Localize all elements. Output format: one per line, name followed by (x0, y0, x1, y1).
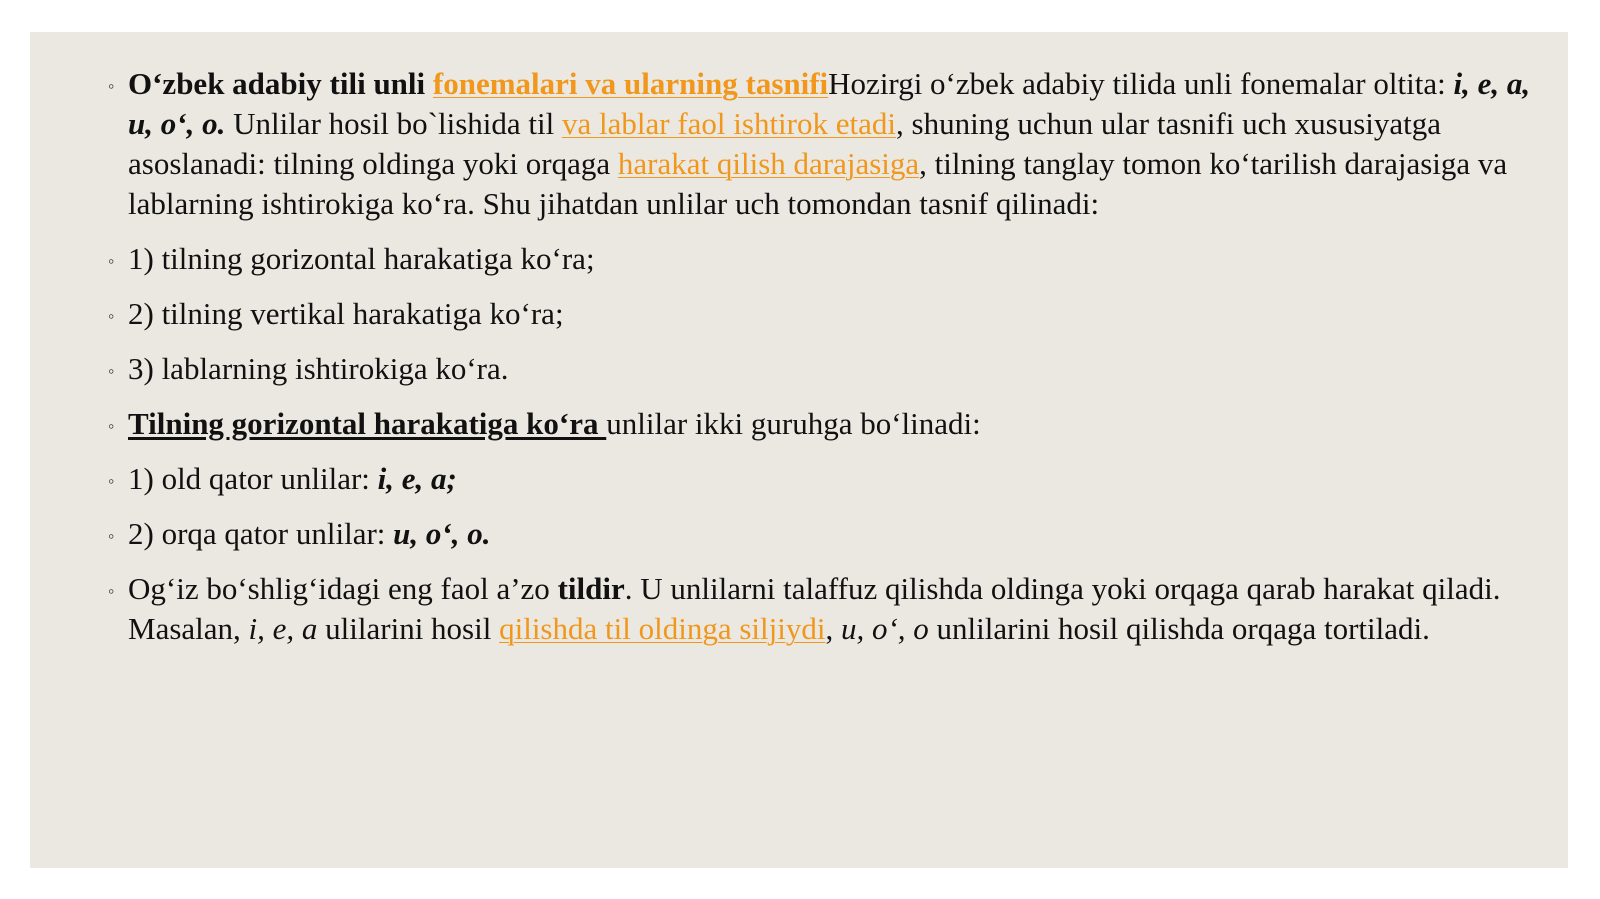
text: . U unlilarni talaffuz qilishda oldinga yoki orqaga qarab harakat qiladi. Masalan, (128, 571, 1501, 646)
text: ulilarini hosil (317, 611, 500, 646)
bullet-icon: ◦ (108, 361, 115, 381)
text: 1) old qator unlilar: (128, 461, 378, 496)
text: 1) tilning gorizontal harakatiga ko‘ra; (128, 241, 595, 276)
text: Unlilar hosil bo`lishida til (225, 106, 562, 141)
text: Hozirgi o‘zbek adabiy tilida unli fonemalar oltita: (828, 66, 1454, 101)
bullet-item-6 (78, 459, 1558, 499)
bullet-item-7 (78, 514, 1558, 554)
bullet-list (78, 64, 1558, 664)
heading-text: O‘zbek adabiy tili unli (128, 66, 433, 101)
link-fonemalari[interactable]: fonemalari va ularning tasnifi (432, 66, 829, 101)
text: unlilarini hosil qilishda orqaga tortiladi. (928, 611, 1430, 646)
link-qilishda[interactable]: qilishda til oldinga siljiydi (499, 611, 826, 646)
bullet-item-8 (78, 569, 1558, 649)
bullet-icon: ◦ (108, 526, 115, 546)
text: 2) orqa qator unlilar: (128, 516, 394, 551)
bullet-item-1 (78, 64, 1558, 224)
text: , (825, 611, 841, 646)
vowel-list: u, o‘, o. (393, 516, 491, 551)
bullet-item-2 (78, 239, 1558, 279)
link-lablar[interactable]: va lablar faol ishtirok etadi (562, 106, 896, 141)
bullet-icon: ◦ (108, 306, 115, 326)
slide (30, 32, 1568, 868)
text: 2) tilning vertikal harakatiga ko‘ra; (128, 296, 564, 331)
link-harakat[interactable]: harakat qilish darajasiga (617, 146, 920, 181)
section-heading: Tilning gorizontal harakatiga ko‘ra (128, 406, 607, 441)
text: 3) lablarning ishtirokiga ko‘ra. (128, 351, 509, 386)
bold-term: tildir (557, 571, 625, 606)
bullet-item-4 (78, 349, 1558, 389)
text: , tilning tanglay tomon ko‘tarilish darajasiga va lablarning ishtirokiga ko‘ra. Shu jihatdan unlilar uch tomondan tasnif qilinadi: (128, 146, 1508, 221)
vowel-list: i, e, a (248, 611, 318, 646)
bullet-item-3 (78, 294, 1558, 334)
text: unlilar ikki guruhga bo‘linadi: (606, 406, 981, 441)
bullet-icon: ◦ (108, 76, 115, 96)
bullet-icon: ◦ (108, 581, 115, 601)
vowel-list: u, o‘, o (840, 611, 929, 646)
bullet-icon: ◦ (108, 251, 115, 271)
vowel-list: i, e, a; (377, 461, 457, 496)
vowel-list: i, e, a, u, o‘, o. (128, 66, 1531, 141)
bullet-icon: ◦ (108, 416, 115, 436)
bullet-item-5 (78, 404, 1558, 444)
text: , shuning uchun ular tasnifi uch xususiyatga asoslanadi: tilning oldinga yoki orqaga (128, 106, 1441, 181)
text: Og‘iz bo‘shlig‘idagi eng faol a’zo (128, 571, 558, 606)
bullet-icon: ◦ (108, 471, 115, 491)
